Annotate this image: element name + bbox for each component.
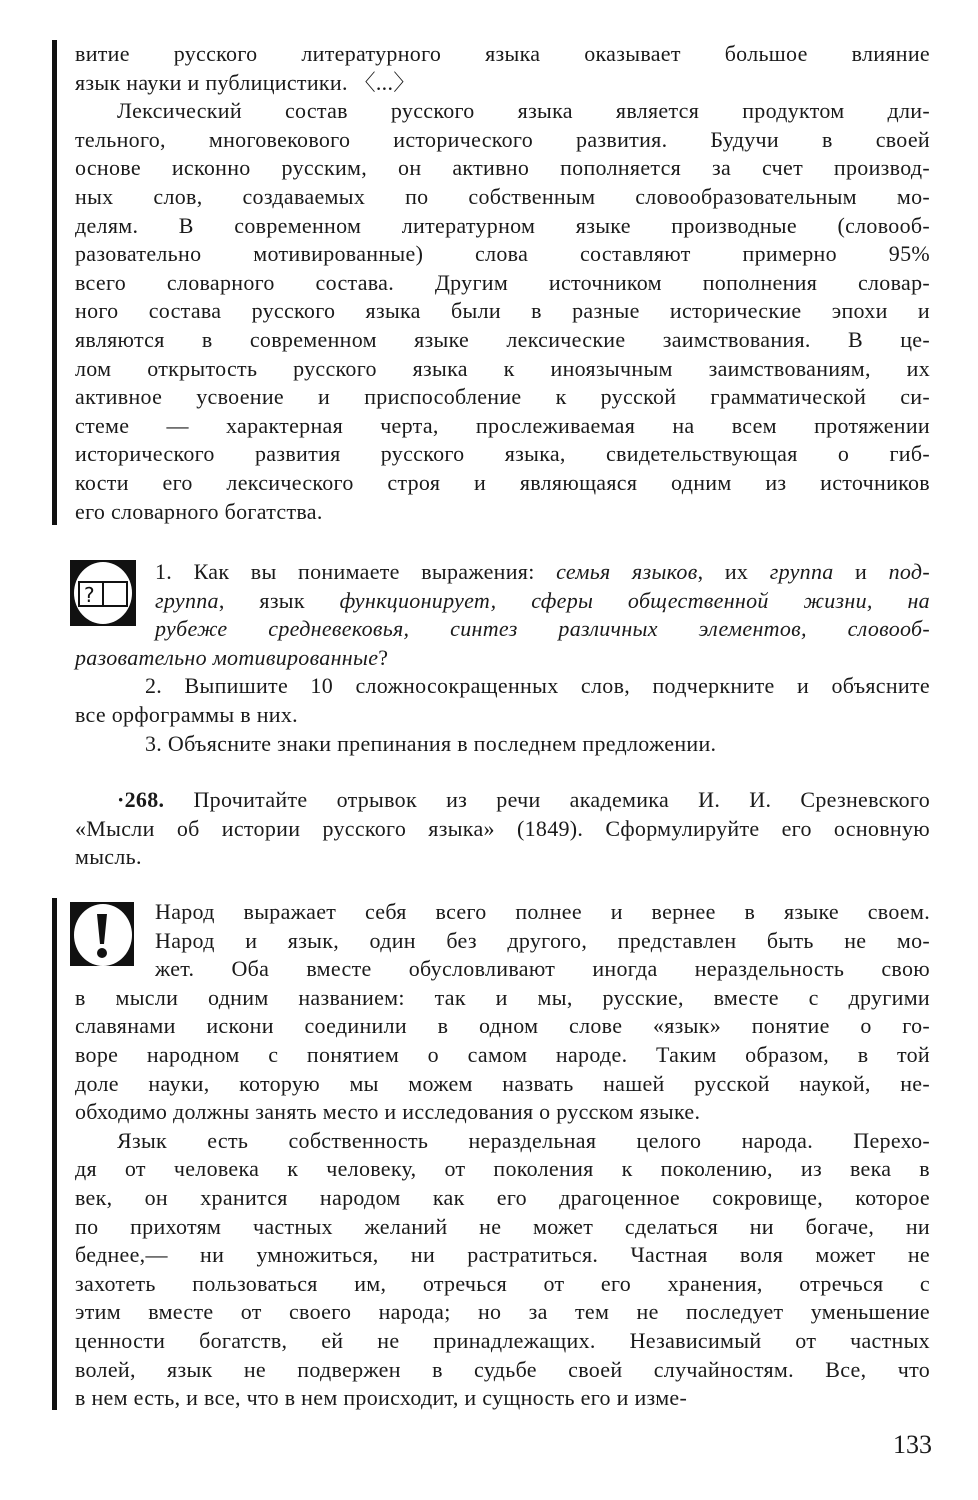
text-segment: , их [697,559,770,584]
line-text: все орфограммы в них. [75,701,298,727]
text-line [75,1356,930,1385]
text-segment: функционирует, сферы общественной жизни, на [339,587,930,613]
line-text: доле науки, которую мы можем назвать нашей русской наукой, не- [75,1070,930,1096]
line-text: по прихотям частных желаний не может сделаться ни богаче, ни [75,1213,930,1239]
text-line [75,40,930,69]
line-text: в мысли одним названием: так и мы, русские, вместе с другими [75,984,930,1010]
text-line [75,701,930,730]
text-line [75,326,930,355]
svg-text:?: ? [84,583,95,607]
margin-bar [52,40,57,525]
text-line [75,955,930,984]
text-line [75,644,930,673]
line-text: разовательно мотивированные) слова составляют примерно 95% [75,241,930,267]
text-segment: 1. Как вы понимаете выражения: [155,559,557,584]
text-segment: ? [378,644,389,670]
text-line [75,440,930,469]
exercise-number: ·268. [117,787,165,812]
line-text: основе исконно русским, он активно пополняется за счет производ- [75,155,930,181]
line-text: ных слов, создаваемых по собственным словообразовательным мо- [75,183,930,209]
line-text: ценности богатств, ей не принадлежащих. Независимый от частных [75,1327,930,1353]
line-text: этим вместе от своего народа; но за тем не последует уменьшение [75,1299,930,1325]
line-text: ного состава русского языка были в разные исторические эпохи и [75,298,930,324]
text-line [75,672,930,701]
question-3 [75,730,930,759]
text-line [75,412,930,441]
line-text: являются в современном языке лексические заимствования. В це- [75,326,930,352]
text-line [75,355,930,384]
text-segment: , язык [218,587,340,613]
line-text: воре народном с понятием о самом народе. Таким образом, в той [75,1041,930,1067]
line-text: в нем есть, и все, что в нем происходит, и сущность его и изме- [75,1385,688,1411]
exercise-text [75,786,930,872]
text-segment: под- [888,559,930,584]
paragraph [75,97,930,526]
line-text: «Мысли об истории русского языка» (1849). Сформулируйте его основную [75,815,930,841]
text-line [75,383,930,412]
line-text: мысль. [75,844,142,870]
line-text: захотеть пользоваться им, отречься от его хранения, отречься с [75,1270,930,1296]
text-line [75,1155,930,1184]
text-line [75,69,930,98]
text-line [75,1241,930,1270]
text-segment: группа [769,559,834,584]
line-text: язык науки и публицистики. 〈...〉 [75,69,416,95]
line-text: Лексический состав русского языка является продуктом дли- [117,98,930,124]
text-segment: рубеже средневековья, синтез различных элементов, словооб- [155,616,930,642]
text-segment: разовательно мотивированные [75,644,379,670]
paragraph [75,1127,930,1413]
text-line [75,183,930,212]
text-line [75,587,930,616]
text-line [75,240,930,269]
text-line [75,558,930,587]
line-text: всего словарного состава. Другим источником пополнения словар- [75,269,930,295]
question-1 [75,558,930,672]
paragraph [75,40,930,97]
line-text: дя от человека к человеку, от поколения к поколению, из века в [75,1156,930,1182]
text-line [75,97,930,126]
questions-block [75,558,930,758]
text-line [75,1041,930,1070]
text-line [75,1384,930,1413]
text-line [75,1270,930,1299]
text-line [75,1184,930,1213]
margin-bar [52,898,57,1410]
text-line [75,898,930,927]
line-text: кости его лексического строя и являющаяся одним из источников [75,469,930,495]
text-line [75,730,930,759]
line-text: 2. Выпишите 10 сложносокращенных слов, подчеркните и объясните [145,673,930,699]
text-segment: и [833,559,889,584]
line-text: его словарного богатства. [75,498,323,524]
text-line [75,1070,930,1099]
question-2 [75,672,930,729]
exercise-268 [75,786,930,872]
text-line [75,154,930,183]
text-line [75,1298,930,1327]
text-line [75,843,930,872]
text-segment: семья языков [556,559,698,584]
line-text: стеме — характерная черта, прослеживаемая на всем протяжении [75,412,930,438]
text-line [75,269,930,298]
text-line [75,615,930,644]
text-line [75,1098,930,1127]
line-text: век, он хранится народом как его драгоценное сокровище, которое [75,1184,930,1210]
text-line [75,297,930,326]
paragraph [75,898,930,1127]
line-text: обходимо должны занять место и исследования о русском языке. [75,1099,701,1125]
text-line [75,1213,930,1242]
line-text: витие русского литературного языка оказывает большое влияние [75,41,930,66]
line-text: Народ выражает себя всего полнее и вернее в языке своем. [155,899,930,924]
text-block-intro [75,40,930,526]
text-line [75,1327,930,1356]
line-text: Народ и язык, один без другого, представлен быть не мо- [155,927,930,953]
line-text: беднее,— ни умножиться, ни растратиться. Частная воля может не [75,1242,930,1268]
line-text: жет. Оба вместе обусловливают иногда нераздельность свою [155,956,930,982]
text-line [75,984,930,1013]
line-text: Язык есть собственность нераздельная целого народа. Перехо- [117,1127,930,1153]
text-line [75,126,930,155]
text-line [75,212,930,241]
text-line [75,786,930,815]
line-text: лом открытость русского языка к иноязычным заимствованиям, их [75,355,930,381]
line-text: Прочитайте отрывок из речи академика И. И. Срезневского [193,787,930,812]
text-line [75,1012,930,1041]
text-line [75,469,930,498]
line-text: тельного, многовекового исторического развития. Будучи в своей [75,126,930,152]
text-line [75,1127,930,1156]
line-text: славянами искони соединили в одном слове «язык» понятие о го- [75,1013,930,1039]
text-line [75,927,930,956]
page-number: 133 [893,1430,932,1459]
line-text: делям. В современном литературном языке производные (словооб- [75,212,930,238]
line-text: исторического развития русского языка, свидетельствующая о гиб- [75,441,930,467]
line-text: волей, язык не подвержен в судьбе своей случайностям. Все, что [75,1356,930,1382]
text-line [75,498,930,527]
line-text: активное усвоение и приспособление к русской грамматической си- [75,384,930,410]
text-line [75,815,930,844]
quote-block [75,898,930,1413]
line-text: 3. Объясните знаки препинания в последнем предложении. [145,730,717,756]
text-segment: группа [155,587,219,613]
